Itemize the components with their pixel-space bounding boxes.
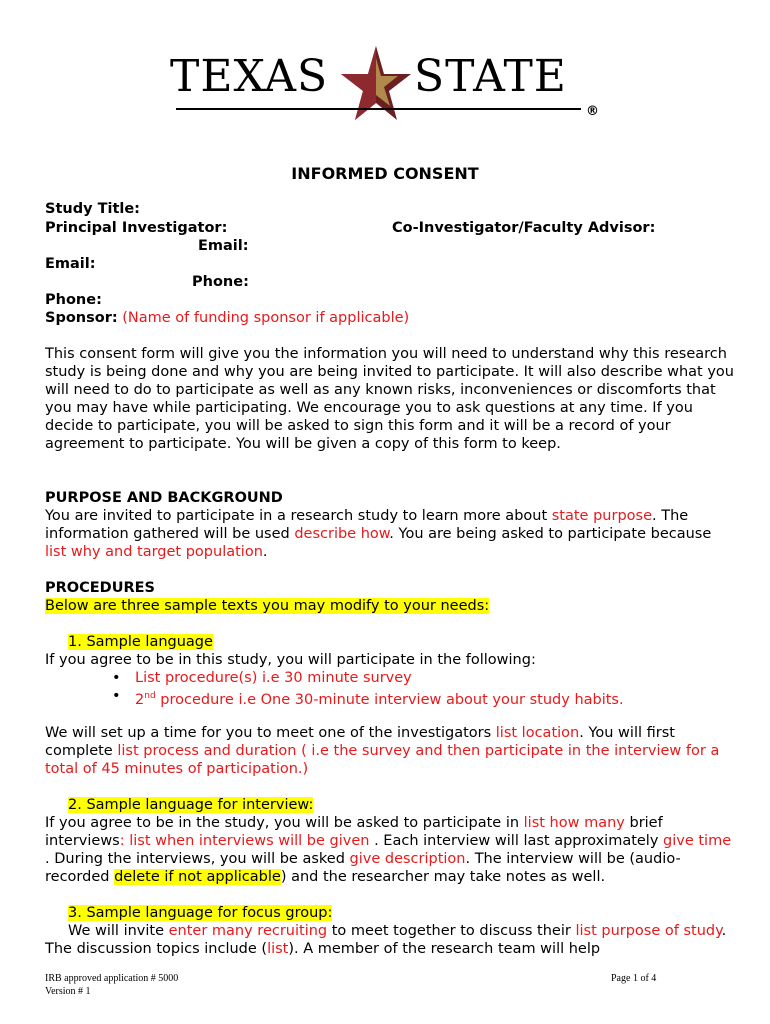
text: to meet together to discuss their bbox=[327, 923, 576, 939]
highlighted-text: 1. Sample language bbox=[68, 634, 213, 650]
placeholder-list-location: list location bbox=[495, 725, 580, 741]
ordinal-number: 2 bbox=[135, 691, 145, 708]
sample-2-paragraph bbox=[45, 814, 735, 886]
co-investigator-label: Co-Investigator/Faculty Advisor: bbox=[392, 220, 656, 236]
sample-1-intro: If you agree to be in this study, you will participate in the following: bbox=[45, 652, 536, 668]
text: . The discussion topics include ( bbox=[45, 923, 727, 957]
text: ) and the researcher may take notes as well. bbox=[280, 869, 606, 885]
placeholder-list: list bbox=[267, 941, 289, 957]
highlighted-text: 3. Sample language for focus group: bbox=[68, 905, 333, 921]
text: . You will first complete bbox=[45, 725, 675, 759]
text: . The information gathered will be used bbox=[45, 508, 689, 542]
pi-label: Principal Investigator: bbox=[45, 220, 228, 236]
sample-1-bullets bbox=[112, 669, 624, 709]
procedures-subheading bbox=[45, 597, 489, 615]
bullet-icon: • bbox=[112, 670, 121, 686]
co-phone-label: Phone: bbox=[192, 274, 249, 290]
placeholder-when-given: : list when interviews will be given bbox=[119, 833, 370, 849]
star-icon bbox=[340, 44, 412, 122]
text: ). A member of the research team will help bbox=[288, 941, 601, 957]
logo-word-left: TEXAS bbox=[170, 51, 329, 102]
procedures-heading: PROCEDURES bbox=[45, 580, 155, 596]
placeholder-describe-how: describe how bbox=[294, 526, 390, 542]
pi-email-label: Email: bbox=[45, 256, 96, 272]
bullet-icon: • bbox=[112, 688, 121, 704]
logo-underline bbox=[176, 108, 581, 110]
placeholder-give-time: give time bbox=[663, 833, 732, 849]
co-email-label: Email: bbox=[198, 238, 249, 254]
placeholder-list-purpose: list purpose of study bbox=[575, 923, 722, 939]
registered-mark: ® bbox=[586, 104, 599, 119]
highlighted-text: delete if not applicable bbox=[114, 869, 281, 885]
ordinal-suffix: nd bbox=[144, 691, 156, 701]
text: . During the interviews, you will be asked bbox=[45, 851, 350, 867]
sponsor-label: Sponsor: bbox=[45, 310, 118, 326]
study-title-label: Study Title: bbox=[45, 201, 140, 217]
text: If you agree to be in the study, you will be asked to participate in bbox=[45, 815, 524, 831]
footer-version: Version # 1 bbox=[45, 986, 91, 997]
highlighted-text: 2. Sample language for interview: bbox=[68, 797, 314, 813]
placeholder-enter-many: enter many recruiting bbox=[168, 923, 328, 939]
text: brief interviews bbox=[45, 815, 663, 849]
text: . The interview will be (audio-recorded bbox=[45, 851, 681, 885]
bullet-text: List procedure(s) i.e 30 minute survey bbox=[135, 670, 412, 686]
footer-irb: IRB approved application # 5000 bbox=[45, 973, 179, 984]
text: . You are being asked to participate because bbox=[389, 526, 712, 542]
text: You are invited to participate in a research study to learn more about bbox=[45, 508, 552, 524]
sponsor-line bbox=[45, 309, 409, 327]
placeholder-give-description: give description bbox=[349, 851, 466, 867]
page-title: INFORMED CONSENT bbox=[291, 164, 479, 183]
placeholder-state-purpose: state purpose bbox=[551, 508, 652, 524]
pi-phone-label: Phone: bbox=[45, 292, 102, 308]
list-item bbox=[112, 669, 624, 687]
bullet-rest: procedure i.e One 30-minute interview about your study habits. bbox=[155, 691, 624, 708]
text: . bbox=[262, 544, 268, 560]
logo-word-right: STATE bbox=[414, 51, 567, 102]
sponsor-value: (Name of funding sponsor if applicable) bbox=[122, 310, 410, 326]
intro-paragraph: This consent form will give you the information you will need to understand why this research study is being done and why you are being invited to participate. It will also describe what you will need to do to participate as well as any known risks, inconveniences or discomforts that you may have while participating. We encourage you to ask questions at any time. If you decide to participate, you will be asked to sign this form and it will be a record of your agreement to participate. You will be given a copy of this form to keep. bbox=[45, 346, 734, 452]
bullet-text bbox=[135, 692, 624, 708]
sample-1-paragraph bbox=[45, 724, 735, 778]
footer-page-number: Page 1 of 4 bbox=[611, 973, 657, 984]
text: We will invite bbox=[68, 923, 169, 939]
list-item bbox=[112, 687, 624, 709]
placeholder-how-many: list how many bbox=[523, 815, 625, 831]
sample-1-heading bbox=[68, 633, 213, 651]
placeholder-target-population: list why and target population bbox=[45, 544, 263, 560]
text: We will set up a time for you to meet one of the investigators bbox=[45, 725, 496, 741]
sample-2-heading bbox=[68, 796, 313, 814]
placeholder-process-duration: list process and duration ( i.e the survey and then participate in the interview for a total of 45 minutes of participation.) bbox=[45, 743, 720, 777]
sample-3-paragraph bbox=[45, 922, 735, 958]
text: . Each interview will last approximately bbox=[369, 833, 664, 849]
sample-3-heading bbox=[68, 904, 332, 922]
purpose-heading: PURPOSE AND BACKGROUND bbox=[45, 490, 283, 506]
purpose-paragraph bbox=[45, 507, 735, 561]
highlighted-text: Below are three sample texts you may modify to your needs: bbox=[45, 598, 490, 614]
